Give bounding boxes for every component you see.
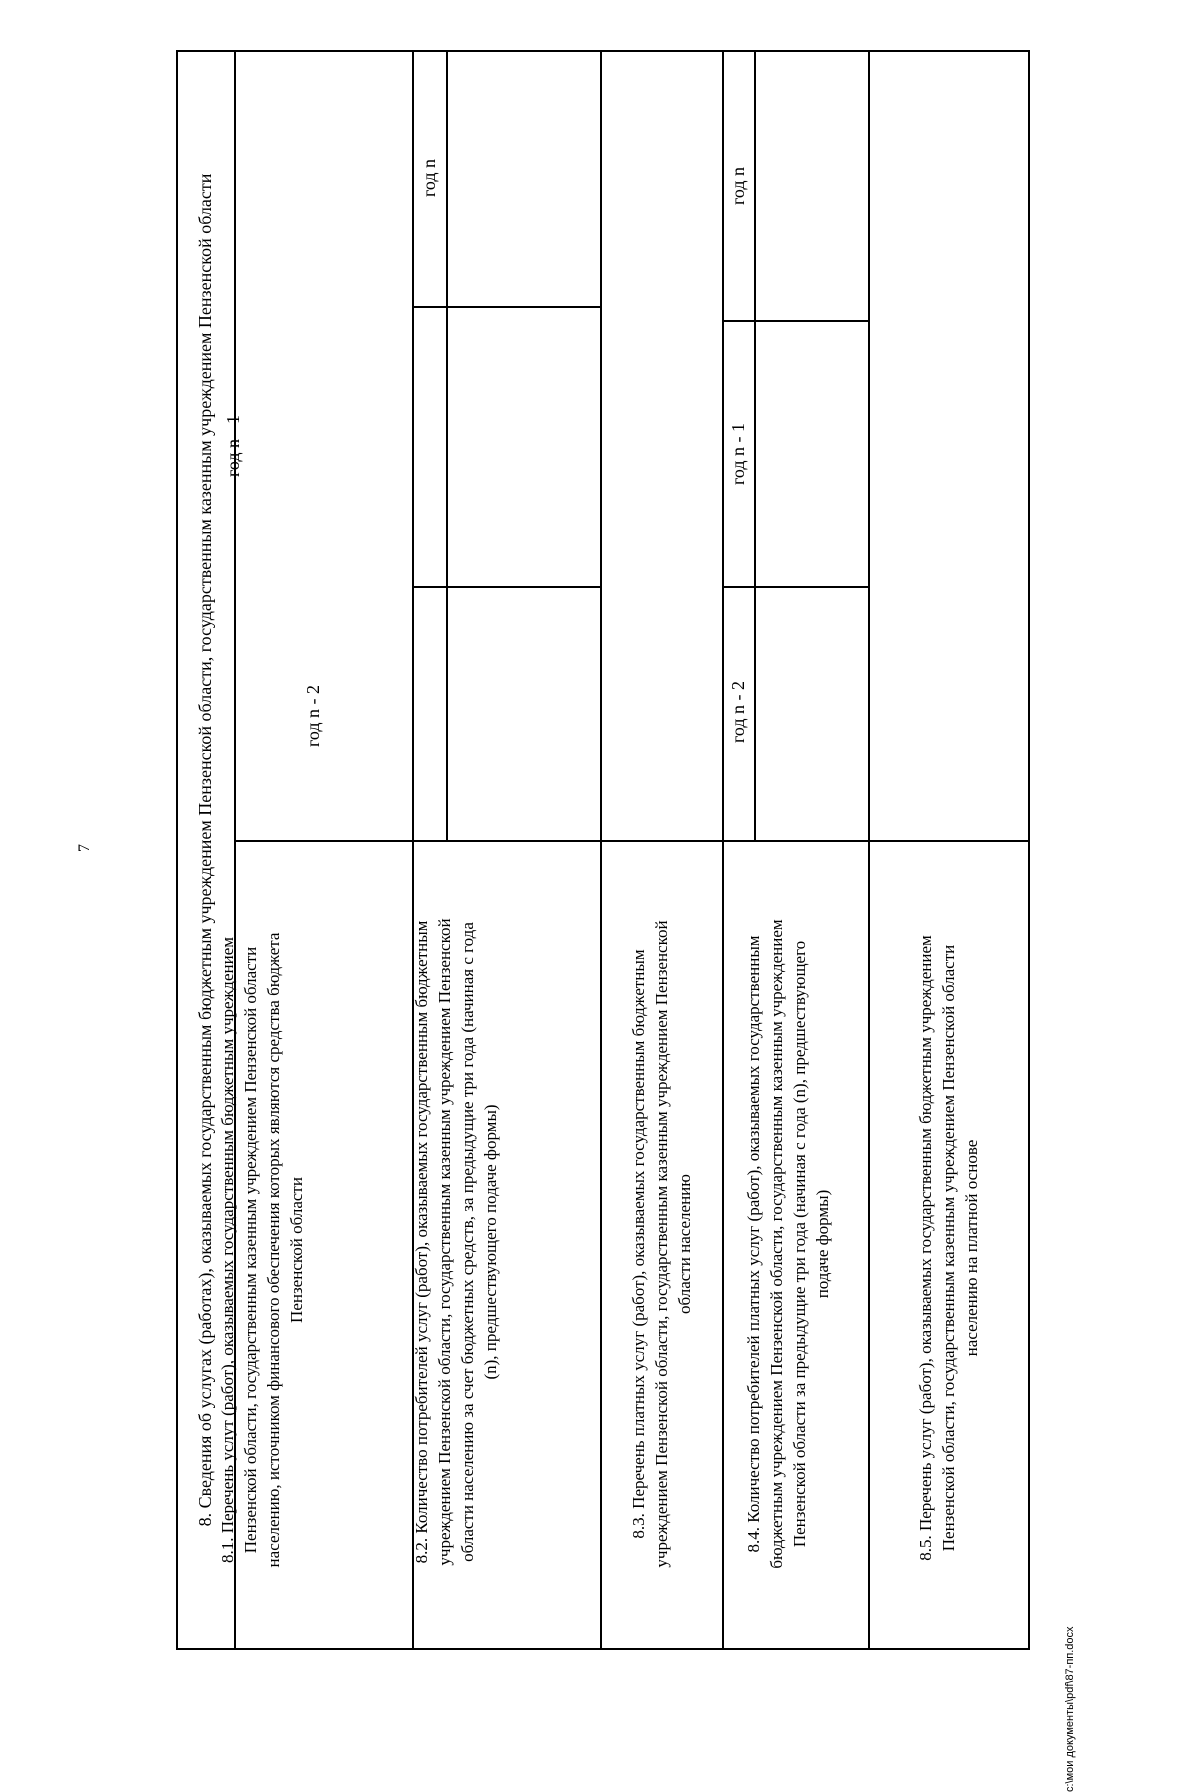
- row-8-4-year-n-2: год n - 2: [728, 680, 748, 744]
- table-border-right: [1028, 50, 1030, 1650]
- row-8-4-label: 8.4. Количество потребителей платных услуг (работ), оказываемых государственным бюджетным учреждением Пензенской области, государственным казенным учреждением Пензенской области за предыдущие три года (начиная с года (n), предшествующего подаче формы): [744, 919, 832, 1569]
- section-title: 8. Сведения об услугах (работах), оказываемых государственным бюджетным учреждением Пензенской области, государственным казенным учреждением Пензенской области: [195, 173, 215, 1527]
- row-8-2-label: 8.2. Количество потребителей услуг (работ), оказываемых государственным бюджетным учреждением Пензенской области, государственным казенным учреждением Пензенской области населению за счет бюджетных средств, за предыдущие три года (начиная с года (n), предшествующего подаче формы): [412, 918, 500, 1566]
- row-8-4-year-n-1: год n - 1: [728, 422, 748, 486]
- row-separator-8-2: [600, 50, 602, 1650]
- row-8-2-year-n: год n: [419, 158, 439, 198]
- label-value-divider: [234, 840, 1030, 842]
- services-table: [176, 50, 1030, 1650]
- row-8-4-col-divider-2: [722, 320, 868, 322]
- page-number: 7: [76, 844, 93, 852]
- row-8-2-col-divider-2: [412, 306, 600, 308]
- row-separator-8-4: [868, 50, 870, 1650]
- row-8-1-label: 8.1. Перечень услут (работ), оказываемых государственным бюджетным учреждением Пензенской области, государственным казенным учреждением Пензенской области населению, источником финансового обеспечения которых являются средства бюджета Пензенской области: [218, 932, 306, 1568]
- row-8-2-year-n-2: год n - 2: [303, 684, 323, 748]
- row-8-2-year-header-divider: [446, 50, 448, 840]
- table-border-top: [176, 50, 1030, 52]
- footer-file-path: c:\мои документы\pdf\87-пп.docx: [1064, 1626, 1076, 1792]
- row-8-4-col-divider-1: [722, 586, 868, 588]
- row-8-2-year-n-1: год n - 1: [223, 414, 243, 478]
- row-8-3-label: 8.3. Перечень платных услуг (работ), оказываемых государственным бюджетным учреждением Пензенской области, государственным казенным учреждением Пензенской области населению: [628, 920, 694, 1568]
- row-8-2-col-divider-1: [412, 586, 600, 588]
- row-8-4-year-n: год n: [728, 166, 748, 206]
- row-8-4-year-header-divider: [754, 50, 756, 840]
- row-8-5-label: 8.5. Перечень услуг (работ), оказываемых государственным бюджетным учреждением Пензенской области, государственным казенным учреждением Пензенской области населению на платной основе: [915, 935, 981, 1561]
- table-border-bottom: [176, 1648, 1030, 1650]
